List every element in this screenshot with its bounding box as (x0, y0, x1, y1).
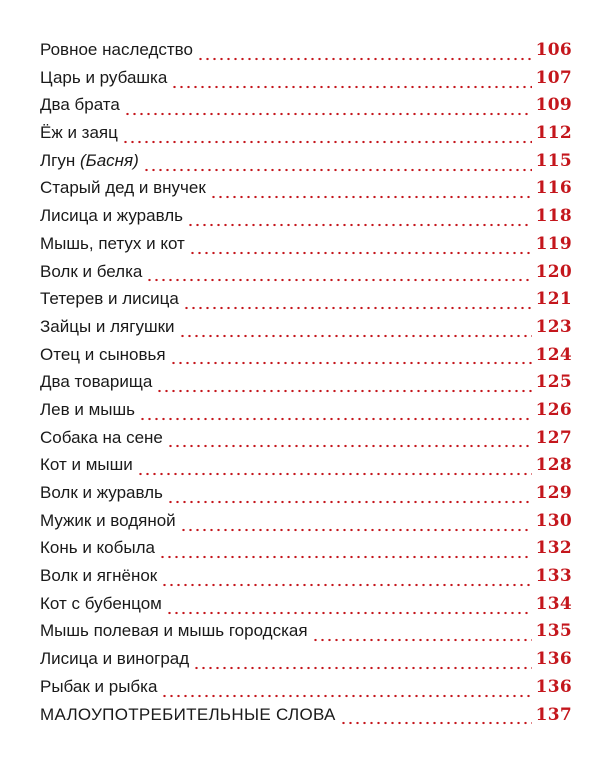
toc-entry-title-text: Старый дед и внучек (40, 178, 206, 198)
toc-entry-title-text: Лисица и виноград (40, 649, 190, 669)
toc-entry-page-number: 123 (535, 316, 572, 337)
toc-entry-title (40, 317, 175, 337)
toc-entry-title (40, 538, 155, 558)
toc-entry[interactable] (40, 372, 572, 400)
toc-entry-page-number: 130 (535, 510, 572, 531)
toc-entry[interactable] (40, 206, 572, 234)
toc-entry-page-number: 135 (535, 621, 572, 642)
toc-entry-title (40, 262, 142, 282)
dot-leader (340, 721, 532, 725)
toc-entry-title (40, 455, 133, 475)
toc-entry-title-text: Собака на сене (40, 427, 163, 447)
dot-leader (170, 361, 532, 365)
dot-leader (156, 389, 531, 393)
toc-entry-page-number: 118 (535, 206, 572, 227)
dot-leader (167, 444, 532, 448)
toc-entry-title-text: Тетерев и лисица (40, 289, 179, 309)
toc-entry-title (40, 594, 162, 614)
toc-entry-page-number: 133 (535, 566, 572, 587)
toc-entry-title (40, 95, 120, 115)
toc-entry-title-text: Два брата (40, 95, 120, 115)
toc-entry-title (40, 483, 163, 503)
toc-entry-title (40, 234, 185, 254)
toc-entry[interactable] (40, 151, 572, 179)
toc-entry-title (40, 206, 183, 226)
dot-leader (167, 500, 532, 504)
toc-entry-page-number: 106 (535, 40, 572, 60)
toc-entry-title (40, 511, 176, 531)
toc-entry-title-text: Кот с бубенцом (40, 593, 162, 613)
toc-entry-title (40, 649, 189, 669)
toc-entry[interactable] (40, 705, 572, 733)
dot-leader (139, 417, 532, 421)
toc-entry-page-number: 137 (535, 704, 572, 725)
toc-entry[interactable] (40, 234, 572, 262)
dot-leader (179, 334, 532, 338)
toc-entry-title-text: Мышь, петух и кот (40, 233, 185, 253)
dot-leader (143, 168, 532, 172)
table-of-contents (40, 40, 572, 732)
toc-entry-page-number: 112 (535, 123, 572, 144)
dot-leader (124, 112, 532, 116)
toc-entry-title (40, 40, 193, 60)
dot-leader (193, 666, 531, 670)
toc-entry-title-text: Мужик и водяной (40, 510, 176, 530)
toc-entry-page-number: 134 (535, 593, 572, 614)
dot-leader (210, 195, 532, 199)
toc-entry-title (40, 705, 336, 725)
toc-entry-page-number: 124 (535, 344, 572, 365)
toc-entry-title-text: Царь и рубашка (40, 67, 168, 87)
dot-leader (312, 638, 532, 642)
toc-entry-title (40, 428, 163, 448)
toc-entry[interactable] (40, 621, 572, 649)
toc-entry-title-text: МАЛОУПОТРЕБИТЕЛЬНЫЕ СЛОВА (40, 704, 336, 724)
toc-entry-title-text: Волк и белка (40, 261, 143, 281)
toc-entry-page-number: 119 (535, 233, 572, 254)
toc-entry-title (40, 289, 179, 309)
toc-entry-title-text: Лев и мышь (40, 399, 135, 419)
toc-entry-page-number: 136 (535, 676, 572, 697)
toc-entry-title (40, 677, 157, 697)
dot-leader (122, 140, 532, 144)
dot-leader (146, 278, 531, 282)
dot-leader (180, 528, 532, 532)
toc-entry[interactable] (40, 566, 572, 594)
toc-entry[interactable] (40, 511, 572, 539)
dot-leader (159, 555, 532, 559)
toc-entry[interactable] (40, 594, 572, 622)
toc-entry-title-text: Конь и кобыла (40, 538, 155, 558)
toc-entry[interactable] (40, 262, 572, 290)
toc-entry[interactable] (40, 178, 572, 206)
toc-entry-title (40, 621, 308, 641)
toc-entry-title-text: Лгун (40, 150, 76, 170)
toc-entry[interactable] (40, 289, 572, 317)
toc-entry-title-text: Ёж и заяц (40, 123, 118, 143)
toc-entry[interactable] (40, 538, 572, 566)
dot-leader (197, 57, 532, 61)
toc-entry[interactable] (40, 40, 572, 68)
toc-entry-page-number: 107 (535, 67, 572, 88)
toc-entry-note: (Басня) (79, 150, 139, 170)
toc-entry-title-text: Мышь полевая и мышь городская (40, 621, 308, 641)
dot-leader (187, 223, 532, 227)
toc-entry[interactable] (40, 677, 572, 705)
toc-entry[interactable] (40, 649, 572, 677)
toc-entry-title-text: Зайцы и лягушки (40, 316, 175, 336)
toc-entry[interactable] (40, 483, 572, 511)
toc-entry[interactable] (40, 428, 572, 456)
toc-entry-title (40, 372, 152, 392)
dot-leader (189, 251, 532, 255)
toc-entry-page-number: 128 (535, 455, 572, 476)
toc-entry-title (40, 151, 139, 171)
toc-entry-title (40, 123, 118, 143)
toc-entry-page-number: 129 (535, 483, 572, 503)
dot-leader (171, 85, 531, 89)
toc-entry-page-number: 121 (535, 289, 572, 310)
toc-entry[interactable] (40, 455, 572, 483)
toc-entry-title-text: Лисица и журавль (40, 206, 183, 226)
toc-entry-title-text: Волк и журавль (40, 483, 163, 502)
toc-entry-title (40, 178, 206, 198)
toc-entry[interactable] (40, 345, 572, 373)
toc-entry-page-number: 116 (535, 178, 572, 199)
toc-entry[interactable] (40, 123, 572, 151)
toc-entry-title-text: Отец и сыновья (40, 344, 166, 364)
toc-entry-page-number: 125 (535, 372, 572, 393)
toc-entry-title (40, 400, 135, 420)
toc-entry-title-text: Два товарища (40, 372, 153, 392)
toc-entry-page-number: 132 (535, 538, 572, 559)
toc-entry-page-number: 115 (535, 150, 572, 171)
toc-entry-title-text: Волк и ягнёнок (40, 566, 158, 586)
toc-entry[interactable] (40, 317, 572, 345)
toc-entry-page-number: 109 (535, 95, 572, 116)
toc-entry-title (40, 345, 166, 365)
toc-entry[interactable] (40, 68, 572, 96)
toc-entry-title-text: Ровное наследство (40, 40, 193, 59)
toc-entry-page-number: 127 (535, 427, 572, 448)
dot-leader (183, 306, 532, 310)
dot-leader (161, 694, 531, 698)
toc-entry-title (40, 68, 167, 88)
toc-entry-title-text: Рыбак и рыбка (40, 676, 158, 696)
toc-entry[interactable] (40, 400, 572, 428)
toc-entry-title (40, 566, 157, 586)
toc-entry[interactable] (40, 95, 572, 123)
toc-entry-page-number: 120 (535, 261, 572, 282)
toc-entry-page-number: 136 (535, 649, 572, 670)
toc-entry-title-text: Кот и мыши (40, 455, 133, 475)
dot-leader (161, 583, 531, 587)
dot-leader (137, 472, 532, 476)
toc-entry-page-number: 126 (535, 399, 572, 420)
dot-leader (166, 611, 532, 615)
